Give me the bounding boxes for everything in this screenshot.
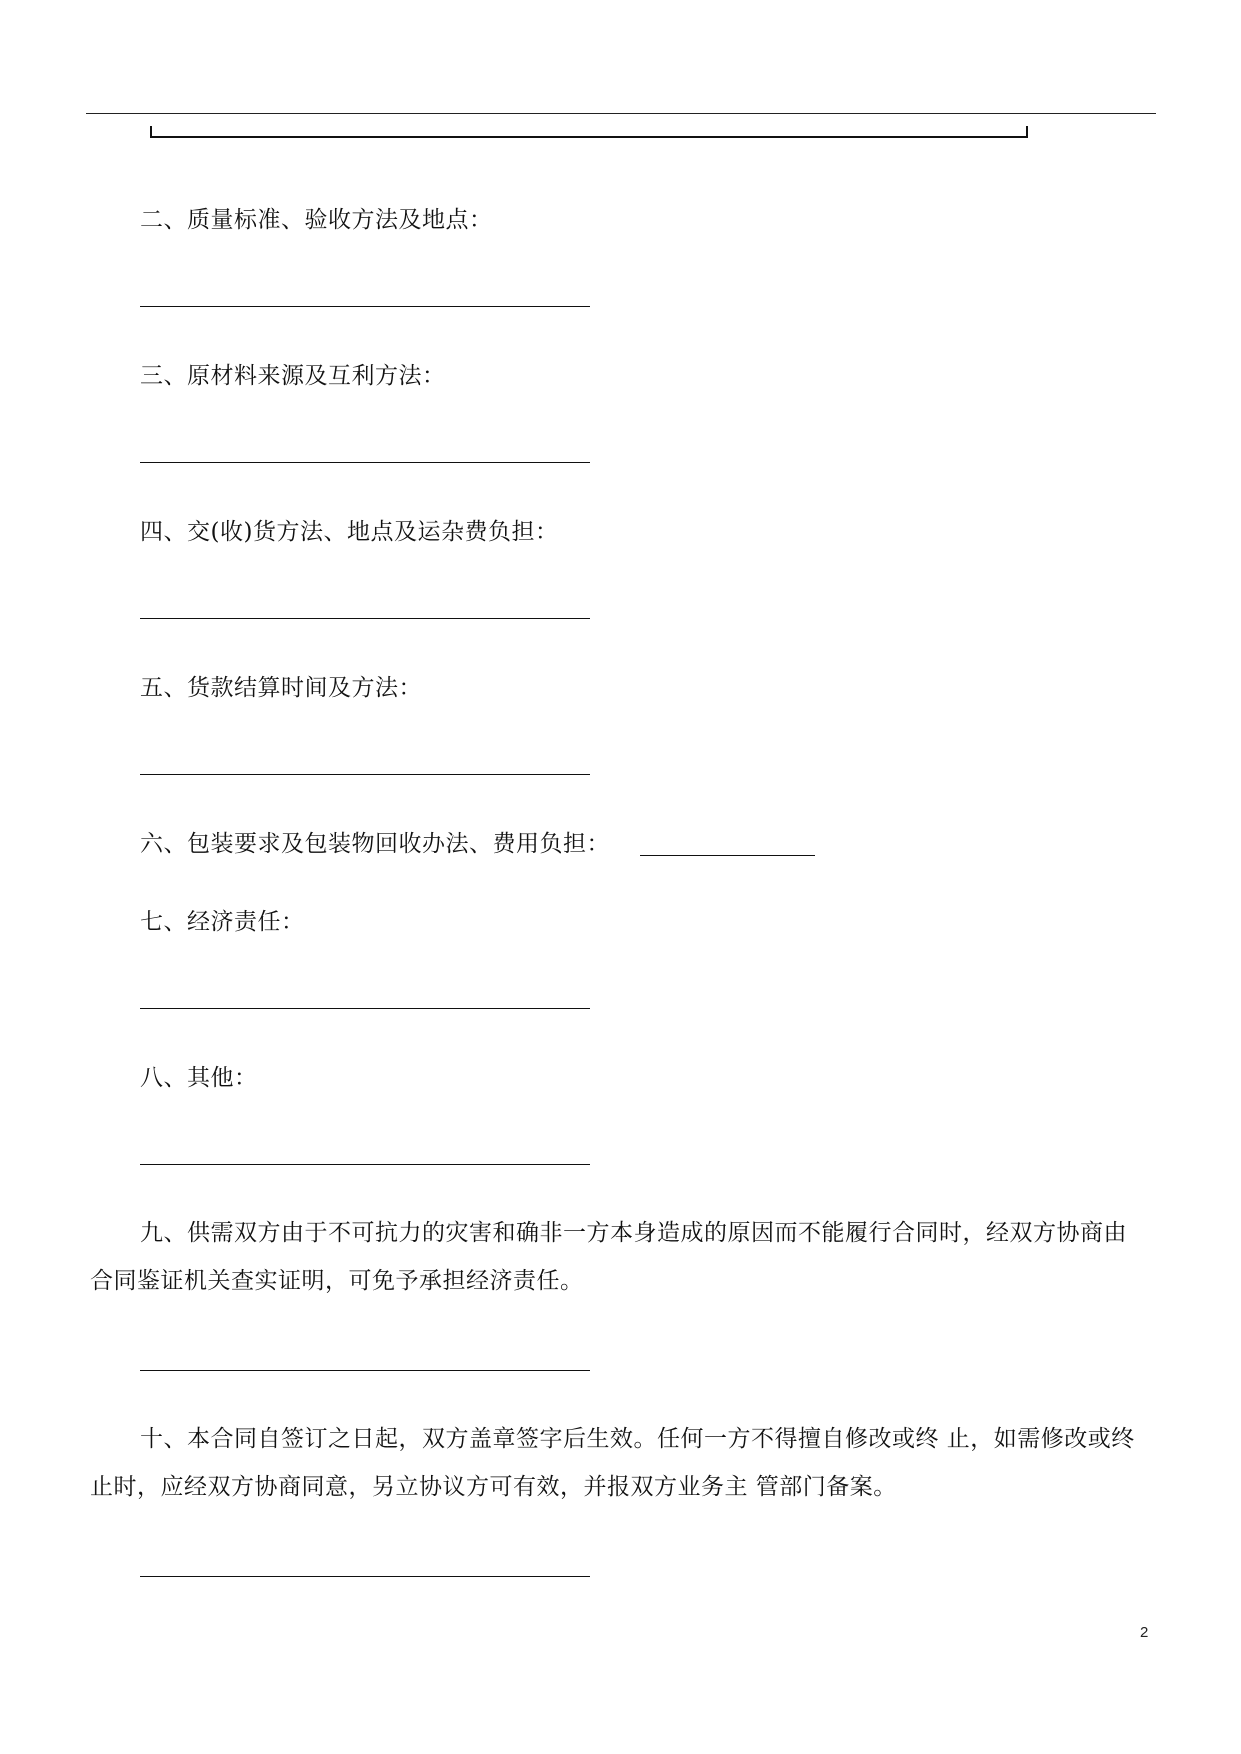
clause-9-paragraph: 九、供需双方由于不可抗力的灾害和确非一方本身造成的原因而不能履行合同时，经双方协商由合同鉴证机关查实证明，可免予承担经济责任。 (90, 1220, 1127, 1294)
clause-10-paragraph: 十、本合同自签订之日起，双方盖章签字后生效。任何一方不得擅自修改或终 止，如需修改或终止时，应经双方协商同意，另立协议方可有效，并报双方业务主 管部门备案。 (90, 1426, 1135, 1500)
header-rule (86, 113, 1156, 114)
clause-4-fill-line[interactable] (140, 618, 590, 619)
clause-2-heading: 二、质量标准、验收方法及地点： (140, 207, 493, 233)
clause-8-fill-line[interactable] (140, 1164, 590, 1165)
clause-7-fill-line[interactable] (140, 1008, 590, 1009)
clause-6-inline-fill-line[interactable] (640, 855, 815, 856)
clause-7-heading: 七、经济责任： (140, 909, 305, 935)
clause-6-heading: 六、包装要求及包装物回收办法、费用负担： (140, 831, 610, 857)
clause-5-fill-line[interactable] (140, 774, 590, 775)
page-number: 2 (1140, 1624, 1149, 1641)
clause-8-heading: 八、其他： (140, 1065, 258, 1091)
clause-3-fill-line[interactable] (140, 462, 590, 463)
clause-2-fill-line[interactable] (140, 306, 590, 307)
table-bottom-border (150, 126, 1028, 138)
clause-5-heading: 五、货款结算时间及方法： (140, 675, 422, 701)
clause-4-heading: 四、交(收)货方法、地点及运杂费负担： (140, 519, 559, 545)
clause-3-heading: 三、原材料来源及互利方法： (140, 363, 446, 389)
clause-10-fill-line[interactable] (140, 1576, 590, 1577)
clause-9-fill-line[interactable] (140, 1370, 590, 1371)
